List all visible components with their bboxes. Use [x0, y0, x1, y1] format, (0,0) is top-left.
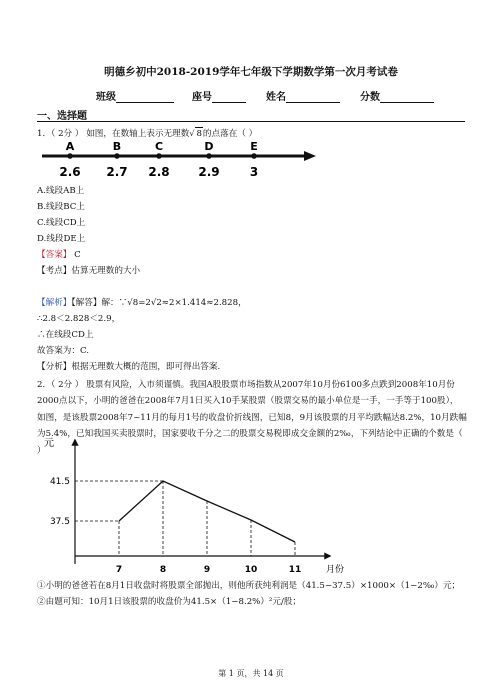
number-line-point [251, 153, 257, 159]
number-line-value: 2.8 [148, 165, 170, 179]
q1-analysis [37, 297, 467, 309]
q1-option-a[interactable]: A.线段AB上 [37, 186, 85, 196]
class-label: 班级 [96, 92, 116, 103]
x-tick-label: 8 [159, 565, 167, 575]
q1-answer [37, 249, 467, 261]
q1-option-c[interactable]: C.线段CD上 [37, 218, 86, 228]
name-field[interactable] [266, 88, 340, 103]
y-tick-label: 41.5 [49, 477, 70, 487]
number-line-value: 2.9 [198, 165, 220, 179]
doc-title: 明德乡初中2018-2019学年七年级下学期数学第一次月考试卷 [104, 66, 398, 78]
q1-point: 【考点】估算无理数的大小 [37, 266, 141, 276]
q1-option-d[interactable]: D.线段DE上 [37, 234, 86, 244]
number-line-letter: A [65, 140, 75, 153]
number-line-point [67, 153, 73, 159]
number-line-value: 2.7 [106, 165, 128, 179]
q1-radicand: 8 [196, 129, 202, 139]
number-line-value: 3 [249, 165, 259, 179]
number-line-point [156, 153, 162, 159]
q2-stem: 2．（ 2分 ） 股票有风险，入市须谨慎。我国A股股票市场指数从2007年10月份6100多点跌到2008年10月份2000点以下，小明的爸爸在2008年7月1日买入10手某股票（股票交易的最小单位是一手，一手等于100股），如图，是该股票2008年7~11月的每月1号的收盘价折线图，已知8，9月该股票的月平均跌幅达8.2%，10月跌幅为5.4%，已知我国买卖股票时，国家要收千分之二的股票交易税即成交金额的2‰，下列结论中正确的个数是（ ） [37, 380, 467, 456]
number-line-letter: E [250, 140, 258, 153]
score-label: 分数 [360, 92, 380, 103]
y-tick-label: 37.5 [49, 517, 70, 527]
x-axis-label: 月份 [326, 565, 345, 575]
stock-price-chart [30, 432, 360, 578]
answer-value: C [74, 250, 81, 260]
number-line-figure [40, 140, 320, 184]
answer-tag: 【答案】 [37, 250, 72, 260]
number-line-point [114, 153, 120, 159]
q1-prefix: 1．（ 2分 ） 如图，在数轴上表示无理数 [37, 129, 190, 139]
number-line-value: 2.6 [59, 165, 81, 179]
q1-step-1: ∴2.8＜2.828＜2.9， [37, 314, 121, 324]
score-field[interactable] [360, 88, 434, 103]
number-line-letter: C [154, 140, 164, 153]
q1-step-2: ∴在线段CD上 [37, 330, 94, 340]
x-tick-label: 9 [203, 565, 211, 575]
q2-option-1: ①小明的爸爸若在8月1日收盘时将股票全部抛出，则他所获纯利润是（41.5−37.5）×1000×（1−2‰）元； [37, 581, 461, 591]
x-tick-label: 10 [244, 565, 258, 575]
q1-suffix: 的点落在（ ） [202, 129, 258, 139]
analysis-solve: 【解答】解：∵√8=2√2≈2×1.414≈2.828， [71, 298, 247, 308]
number-line-letter: D [204, 140, 214, 153]
y-axis-label: 元 [44, 438, 54, 449]
q2-option-2: ②由题可知：10月1日该股票的收盘价为41.5×（1−8.2%）²元/股； [37, 597, 302, 607]
class-field[interactable] [96, 88, 174, 103]
name-label: 姓名 [266, 92, 286, 103]
section-title: 一、选择题 [37, 111, 87, 122]
page-footer: 第 1 页，共 14 页 [218, 669, 284, 678]
section-divider [37, 121, 465, 122]
seat-field[interactable] [192, 88, 246, 103]
number-line-letter: B [112, 140, 122, 153]
seat-label: 座号 [192, 92, 212, 103]
q1-stem: 1．（ 2分 ） 如图，在数轴上表示无理数√ 8的点落在（ ） [37, 129, 258, 139]
number-line-point [206, 153, 212, 159]
student-info-row [96, 88, 436, 103]
x-tick-label: 7 [115, 565, 123, 575]
q1-option-b[interactable]: B.线段BC上 [37, 202, 85, 212]
x-tick-label: 11 [288, 565, 302, 575]
analysis-tag: 【解析】 [37, 298, 72, 308]
q1-step-3: 故答案为：C. [37, 346, 89, 356]
q1-analysis-2: 【分析】根据无理数大概的范围，即可得出答案. [37, 362, 221, 372]
